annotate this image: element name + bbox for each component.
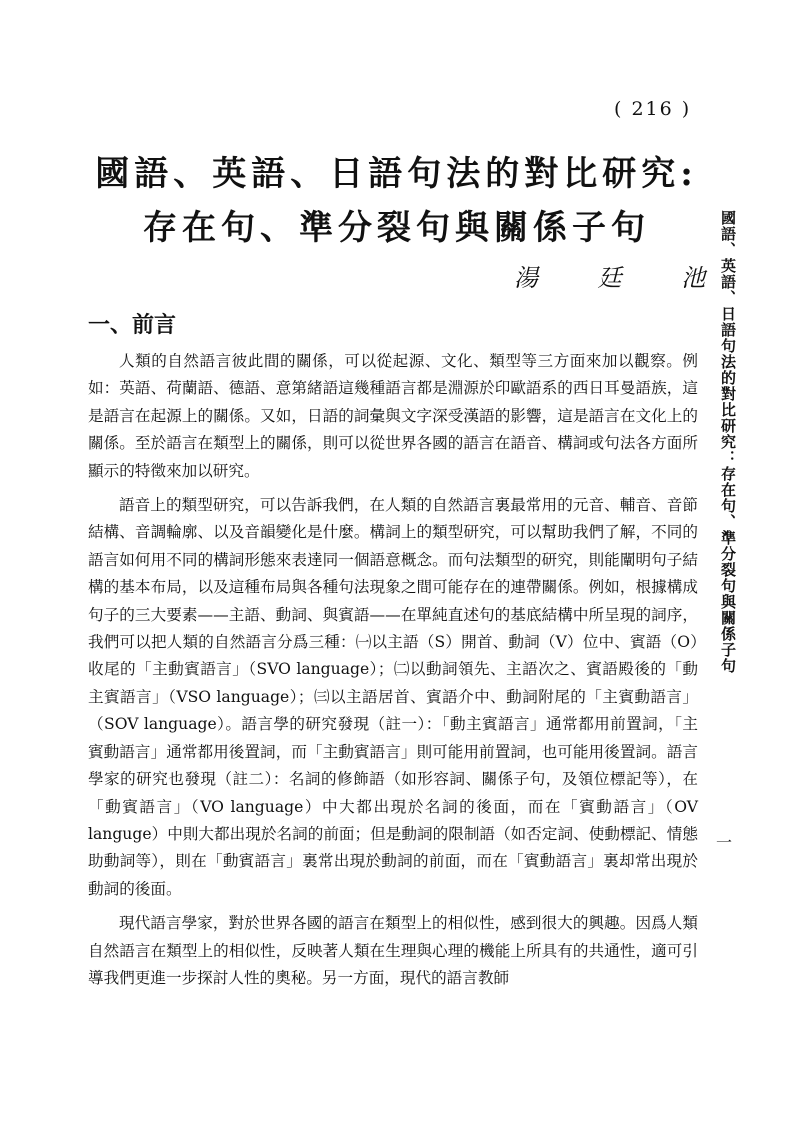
- body-text: [88, 348, 698, 999]
- running-head: 國語、英語、日語句法的對比研究：存在句、準分裂句與關係子句: [719, 210, 737, 674]
- paragraph: 人類的自然語言彼此間的關係，可以從起源、文化、類型等三方面來加以觀察。例如：英語、荷蘭語、德語、意第緒語這幾種語言都是淵源於印歐語系的西日耳曼語族，這是語言在起源上的關係。又如，日語的詞彙與文字深受漢語的影響，這是語言在文化上的關係。至於語言在類型上的關係，則可以從世界各國的語言在語音、構詞或句法各方面所顯示的特徵來加以研究。: [88, 352, 698, 480]
- section-title: 前言: [132, 312, 177, 338]
- title-line-2: 存在句、準分裂句與關係子句: [143, 208, 650, 248]
- paragraph: 現代語言學家，對於世界各國的語言在類型上的相似性，感到很大的興趣。因爲人類自然語言在類型上的相似性，反映著人類在生理與心理的機能上所具有的共通性，適可引導我們更進一步探討人性的奧秘。另一方面，現代的語言教師: [88, 914, 698, 987]
- section-number: 一、: [88, 312, 133, 338]
- section-heading: [88, 308, 176, 339]
- paragraph: 語音上的類型研究，可以告訴我們，在人類的自然語言裏最常用的元音、輔音、音節結構、音調輪廓、以及音韻變化是什麼。構詞上的類型研究，可以幫助我們了解，不同的語言如何用不同的構詞形態來表達同一個語意概念。而句法類型的研究，則能闡明句子結構的基本布局，以及這種布局與各種句法現象之間可能存在的連帶關係。例如，根據構成句子的三大要素——主語、動詞、與賓語——在單純直述句的基底結構中所呈現的詞序，我們可以把人類的自然語言分爲三種：㈠以主語（S）開首、動詞（V）位中、賓語（O）收尾的「主動賓語言」（SVO language）；㈡以動詞領先、主語次之、賓語殿後的「動主賓語言」（VSO language）；㈢以主語居首、賓語介中、動詞附尾的「主賓動語言」（SOV language）。語言學的研究發現（註一）：「動主賓語言」通常都用前置詞，「主賓動語言」通常都用後置詞，而「主動賓語言」則可能用前置詞，也可能用後置詞。語言學家的研究也發現（註二）：名詞的修飾語（如形容詞、關係子句，及領位標記等），在「動賓語言」（VO language）中大都出現於名詞的後面，而在「賓動語言」（OV languge）中則大都出現於名詞的前面；但是動詞的限制語（如否定詞、使動標記、情態助動詞等），則在「動賓語言」裏常出現於動詞的前面，而在「賓動語言」裏却常出現於動詞的後面。: [88, 496, 698, 898]
- page-number: ( 216 ): [614, 98, 692, 120]
- title-line-1: 國語、英語、日語句法的對比研究:: [95, 154, 698, 194]
- author-name: 湯 廷 池: [514, 264, 732, 292]
- folio: 一: [716, 833, 733, 852]
